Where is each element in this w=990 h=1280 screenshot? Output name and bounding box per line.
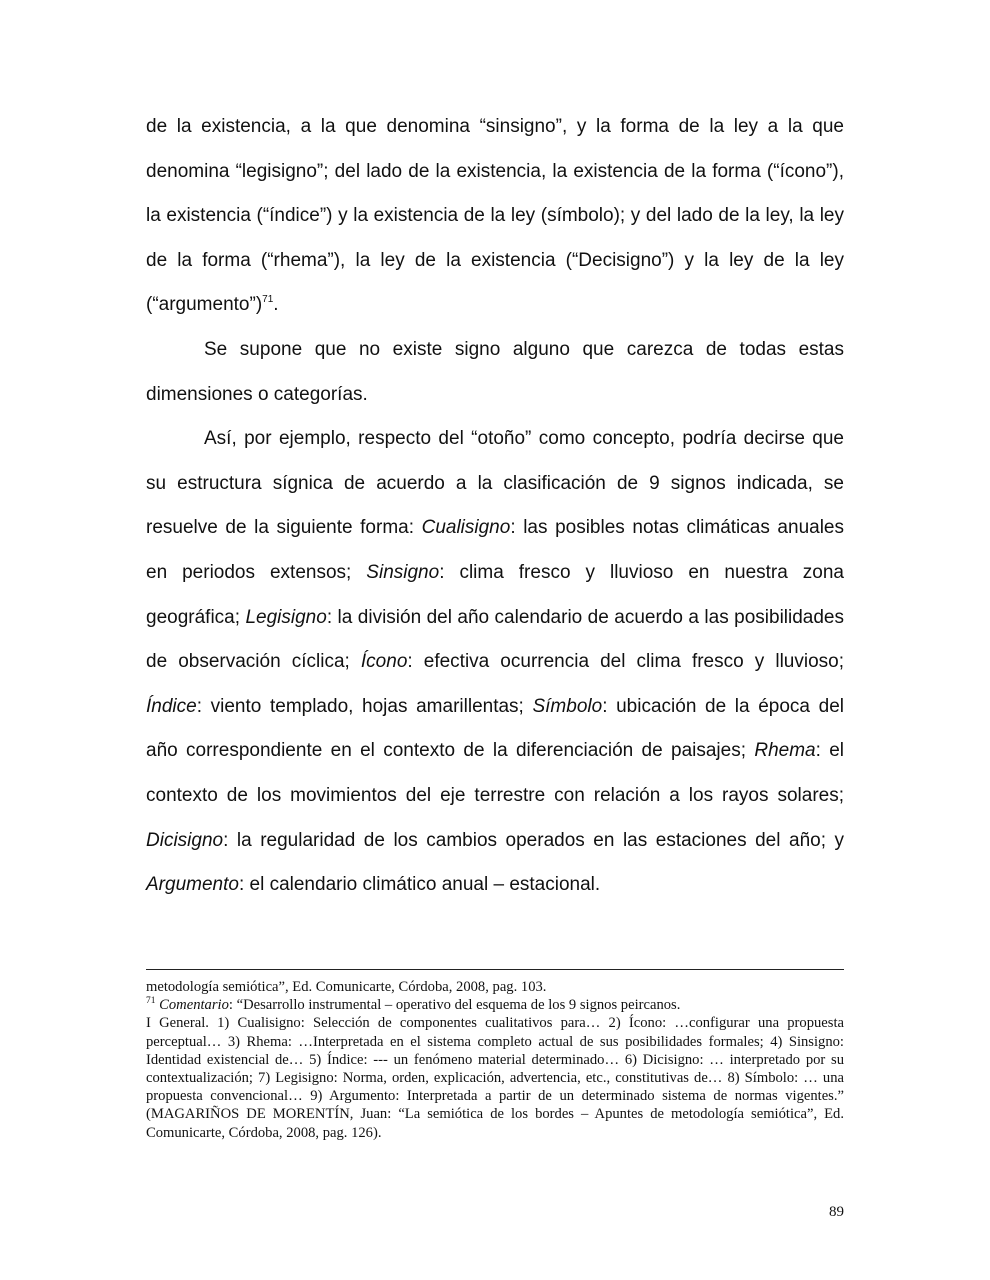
term-argumento: Argumento bbox=[146, 874, 239, 896]
footnote-71-line1: : “Desarrollo instrumental – operativo del esquema de los 9 signos peircanos. bbox=[228, 997, 681, 1014]
desc-legisigno: : la división del año calendario de acuerdo a las posibilidades de observación cíclica; bbox=[146, 606, 844, 673]
term-dicisigno: Dicisigno bbox=[146, 829, 224, 851]
term-sinsigno: Sinsigno bbox=[366, 561, 440, 583]
footnote-71-label: Comentario bbox=[159, 997, 229, 1014]
footnote-71 bbox=[146, 996, 844, 1014]
page-number: 89 bbox=[829, 1204, 844, 1220]
paragraph-1 bbox=[146, 105, 844, 328]
desc-simbolo: : ubicación de la época del año correspondiente en el contexto de la diferenciación de paisajes; bbox=[146, 695, 845, 762]
paragraph-1-end: . bbox=[273, 294, 279, 316]
paragraph-3-intro: Así, por ejemplo, respecto del “otoño” como concepto, podría decirse que su estructura sígnica de acuerdo a la clasificación de 9 signos indicada, se resuelve de la siguiente forma: bbox=[146, 428, 844, 539]
desc-cualisigno: : las posibles notas climáticas anuales en periodos extensos; bbox=[146, 517, 844, 583]
paragraph-3 bbox=[146, 417, 844, 908]
desc-dicisigno: : la regularidad de los cambios operados en las estaciones del año; y bbox=[223, 829, 844, 851]
body-text bbox=[146, 105, 844, 908]
footnote-continuation: metodología semiótica”, Ed. Comunicarte, Córdoba, 2008, pag. 103. bbox=[146, 979, 547, 995]
footnote-ref-71[interactable]: 71 bbox=[262, 294, 274, 306]
desc-argumento: : el calendario climático anual – estacional. bbox=[238, 874, 601, 896]
desc-icono: : efectiva ocurrencia del clima fresco y lluvioso; bbox=[407, 651, 844, 673]
term-legisigno: Legisigno bbox=[245, 606, 327, 628]
footnote-71-body: I General. 1) Cualisigno: Selección de componentes cualitativos para… 2) Ícono: …configurar una propuesta perceptual… 3) Rhema: …Interpretada en el sistema completo actual de sus posibilidades formales; 4) Sinsigno: Identidad existencial de… 5) Índice: --- un fenómeno material determinado… 6) Dicisigno: … interpretado por su contextualización; 7) Legisigno: Norma, orden, explicación, advertencia, etc., constitutivas de… 8) Símbolo: … una propuesta convencional… 9) Argumento: Interpretada a partir de un determinado sistema de normas vigentes.” (MAGARIÑOS DE MORENTÍN, Juan: “La semiótica de los bordes – Apuntes de metodología semiótica”, Ed. Comunicarte, Córdoba, 2008, pag. 126). bbox=[146, 1015, 844, 1141]
footnotes bbox=[146, 978, 844, 1142]
desc-sinsigno: : clima fresco y lluvioso en nuestra zona geográfica; bbox=[146, 561, 844, 628]
desc-rhema: : el contexto de los movimientos del eje terrestre con relación a los rayos solares; bbox=[146, 740, 844, 806]
paragraph-2: Se supone que no existe signo alguno que carezca de todas estas dimensiones o categorías. bbox=[146, 338, 844, 405]
term-rhema: Rhema bbox=[754, 740, 816, 762]
term-simbolo: Símbolo bbox=[532, 695, 603, 717]
term-cualisigno: Cualisigno bbox=[421, 517, 511, 539]
term-indice: Índice bbox=[146, 695, 197, 717]
desc-indice: : viento templado, hojas amarillentas; bbox=[196, 695, 533, 717]
footnote-separator bbox=[146, 969, 844, 970]
footnote-71-number: 71 bbox=[146, 996, 156, 1007]
term-icono: Ícono bbox=[360, 651, 408, 673]
paragraph-1-text: de la existencia, a la que denomina “sinsigno”, y la forma de la ley a la que denomina “legisigno”; del lado de la existencia, la existencia de la forma (“ícono”), la existencia (“índice”) y la existencia de la ley (símbolo); y del lado de la ley, la ley de la forma (“rhema”), la ley de la existencia (“Decisigno”) y la ley de la ley (“argumento”) bbox=[146, 116, 844, 316]
